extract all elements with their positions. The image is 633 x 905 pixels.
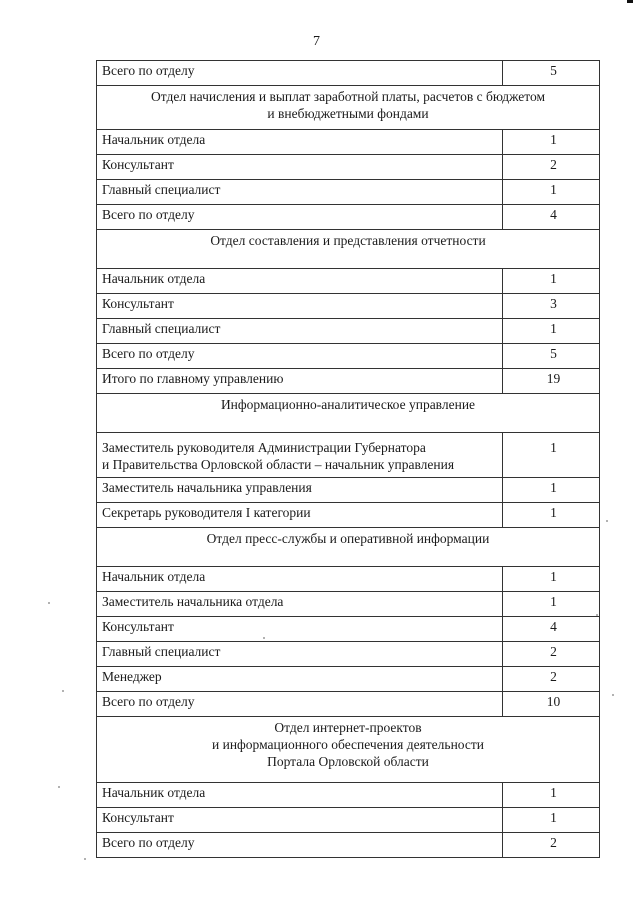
scan-speck — [48, 602, 50, 604]
position-count: 4 — [503, 205, 600, 230]
position-name: Начальник отдела — [97, 130, 503, 155]
table-row — [97, 433, 600, 478]
heading-line: и информационного обеспечения деятельности — [212, 737, 484, 752]
position-name: Консультант — [97, 808, 503, 833]
scan-speck — [612, 694, 614, 696]
position-name — [97, 433, 503, 478]
table-row — [97, 503, 600, 528]
position-name-line: Заместитель руководителя Администрации Губернатора — [102, 440, 426, 455]
position-count: 4 — [503, 617, 600, 642]
position-name: Всего по отделу — [97, 61, 503, 86]
table-row — [97, 667, 600, 692]
position-name: Всего по отделу — [97, 205, 503, 230]
department-heading-row — [97, 717, 600, 783]
position-name: Всего по отделу — [97, 833, 503, 858]
table-row — [97, 369, 600, 394]
position-count: 2 — [503, 833, 600, 858]
department-title — [97, 717, 600, 783]
position-name: Главный специалист — [97, 642, 503, 667]
table-row — [97, 180, 600, 205]
position-count: 1 — [503, 433, 600, 478]
table-row — [97, 592, 600, 617]
scan-speck — [606, 520, 608, 522]
department-heading-row — [97, 394, 600, 433]
position-name: Начальник отдела — [97, 567, 503, 592]
position-name: Консультант — [97, 155, 503, 180]
position-name: Секретарь руководителя I категории — [97, 503, 503, 528]
position-name: Всего по отделу — [97, 344, 503, 369]
position-name: Консультант — [97, 294, 503, 319]
scan-speck — [596, 614, 598, 616]
table-row — [97, 692, 600, 717]
position-count: 5 — [503, 344, 600, 369]
position-count: 3 — [503, 294, 600, 319]
table-row — [97, 642, 600, 667]
table-row — [97, 833, 600, 858]
position-count: 1 — [503, 130, 600, 155]
position-count: 2 — [503, 155, 600, 180]
table-row — [97, 155, 600, 180]
heading-line: Отдел составления и представления отчетности — [210, 233, 486, 248]
table-row — [97, 567, 600, 592]
table-row — [97, 294, 600, 319]
department-heading-row — [97, 230, 600, 269]
position-count: 1 — [503, 478, 600, 503]
heading-line: Отдел начисления и выплат заработной платы, расчетов с бюджетом — [151, 89, 545, 104]
position-count: 1 — [503, 180, 600, 205]
table-row — [97, 205, 600, 230]
position-name: Начальник отдела — [97, 783, 503, 808]
position-name: Начальник отдела — [97, 269, 503, 294]
position-count: 1 — [503, 783, 600, 808]
table-row — [97, 478, 600, 503]
position-name: Заместитель начальника отдела — [97, 592, 503, 617]
position-count: 19 — [503, 369, 600, 394]
department-title — [97, 394, 600, 433]
position-name: Менеджер — [97, 667, 503, 692]
department-heading-row — [97, 86, 600, 130]
scan-corner-mark — [627, 0, 633, 3]
table-row — [97, 130, 600, 155]
heading-line: Портала Орловской области — [267, 754, 429, 769]
position-count: 2 — [503, 667, 600, 692]
position-name: Главный специалист — [97, 180, 503, 205]
heading-line: Отдел пресс-службы и оперативной информации — [206, 531, 490, 546]
position-count: 1 — [503, 503, 600, 528]
department-title — [97, 230, 600, 269]
page-number: 7 — [313, 34, 320, 49]
position-count: 2 — [503, 642, 600, 667]
position-name: Главный специалист — [97, 319, 503, 344]
department-title — [97, 86, 600, 130]
position-count: 1 — [503, 319, 600, 344]
scan-speck — [263, 637, 265, 639]
table-row — [97, 61, 600, 86]
position-name: Консультант — [97, 617, 503, 642]
table-row — [97, 783, 600, 808]
heading-line: Отдел интернет-проектов — [274, 720, 422, 735]
position-count: 1 — [503, 269, 600, 294]
table-row — [97, 344, 600, 369]
staffing-table — [96, 60, 600, 858]
department-heading-row — [97, 528, 600, 567]
position-name: Итого по главному управлению — [97, 369, 503, 394]
department-title — [97, 528, 600, 567]
heading-line: и внебюджетными фондами — [267, 106, 429, 121]
scan-speck — [62, 690, 64, 692]
table-row — [97, 808, 600, 833]
heading-line: Информационно-аналитическое управление — [220, 397, 476, 412]
table-row — [97, 319, 600, 344]
table-row — [97, 617, 600, 642]
scan-speck — [58, 786, 60, 788]
position-count: 1 — [503, 592, 600, 617]
position-count: 5 — [503, 61, 600, 86]
position-name: Всего по отделу — [97, 692, 503, 717]
table-row — [97, 269, 600, 294]
position-count: 1 — [503, 808, 600, 833]
position-count: 1 — [503, 567, 600, 592]
position-name: Заместитель начальника управления — [97, 478, 503, 503]
position-count: 10 — [503, 692, 600, 717]
position-name-line: и Правительства Орловской области – начальник управления — [102, 457, 455, 472]
scan-speck — [84, 858, 86, 860]
